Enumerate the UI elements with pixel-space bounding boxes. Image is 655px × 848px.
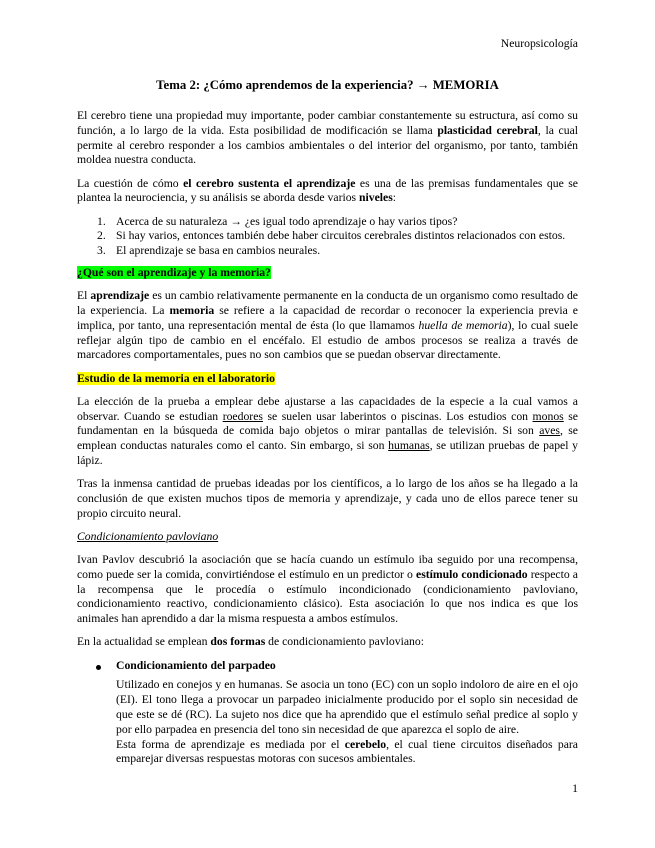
text-run: de condicionamiento pavloviano: (265, 635, 424, 649)
list-item-text: El aprendizaje se basa en cambios neurales. (116, 244, 321, 258)
list-item (77, 215, 578, 230)
subheading-text: Condicionamiento pavloviano (77, 529, 219, 543)
text-run: se refiere a la capacidad de recordar o reconocer la experiencia previa e implica, por tanto, una representación mental de ésta (lo que llamamos (77, 303, 578, 332)
italic-term-huella-de-memoria: huella de memoria (418, 318, 508, 332)
section-heading-laboratory (77, 372, 578, 387)
underlined-term-aves: aves (539, 424, 560, 438)
key-term-estimulo-condicionado: estímulo condicionado (416, 567, 528, 581)
paragraph-conclusion: Tras la inmensa cantidad de pruebas ideadas por los científicos, a lo largo de los años se ha llegado a la conclusión de que existen muchos tipos de memoria y aprendizaje, y cada uno de ellos parece tener su propio circuito neural. (77, 477, 578, 520)
key-term-niveles: niveles (359, 191, 393, 205)
page-body (77, 77, 578, 767)
list-item (77, 659, 578, 768)
text-run: ), lo cual suele reflejar algún tipo de cambio en el encéfalo. El estudio de ambos procesos se realiza a través de marcadores comportamentales, pues no son cambios que se puedan observar directamente. (77, 318, 579, 362)
levels-list (77, 215, 578, 259)
key-term-dos-formas: dos formas (210, 635, 266, 649)
text-run: se fundamentan en la búsqueda de comida bajo objetos o mirar pantallas de televisión. Si son (77, 409, 578, 438)
key-term-cerebro-sustenta-aprendizaje: el cerebro sustenta el aprendizaje (183, 176, 356, 190)
text-run: : (392, 191, 397, 205)
paragraph-levels-intro (77, 177, 578, 207)
list-number: 3. (97, 244, 106, 258)
underlined-term-roedores: roedores (222, 409, 263, 423)
text-run: El (77, 289, 91, 303)
text-run: , se emplean conductas naturales como el canto. Sin embargo, si son (77, 424, 578, 453)
key-term-memoria: memoria (169, 303, 215, 317)
key-term-aprendizaje: aprendizaje (90, 289, 150, 303)
section-heading-definitions (77, 266, 578, 281)
bullet-title: Condicionamiento del parpadeo (116, 658, 276, 672)
text-run: respecto a la recompensa que le procedía o estímulo incondicionado (condicionamiento pavloviano, condicionamiento reactivo, condicionamiento clásico). Esta asociación lo que nos indica es que los animales han aprendido a dar la misma respuesta a ambos estímulos. (77, 567, 578, 626)
list-item-text: Si hay varios, entonces también debe haber circuitos cerebrales distintos relacionados con estos. (116, 229, 566, 243)
paragraph-brain-plasticity (77, 109, 578, 168)
text-run: , la cual permite al cerebro responder a los cambios ambientales o del interior del organismo, por tanto, también moldea nuestra conducta. (77, 123, 579, 167)
paragraph-pavlov-history (77, 553, 578, 627)
list-item-text: Acerca de su naturaleza → ¿es igual todo aprendizaje o hay varios tipos? (116, 214, 458, 228)
bullet-icon (96, 665, 101, 670)
text-run: se suelen usar laberintos o piscinas. Los estudios con (262, 409, 533, 423)
paragraph-pavlov-forms (77, 635, 578, 650)
text-run: En la actualidad se emplean (77, 635, 211, 649)
list-number: 1. (97, 214, 106, 228)
underlined-term-humanas: humanas (388, 439, 430, 453)
key-term-cerebelo: cerebelo (344, 737, 387, 751)
paragraph-definitions (77, 289, 578, 363)
text-run: El cerebro tiene una propiedad muy importante, poder cambiar constantemente su estructura, así como su función, a lo largo de la vida. Esta posibilidad de modificación se llama (77, 109, 578, 137)
text-run: es un cambio relativamente permanente en la conducta de un organismo como resultado de la experiencia. La (77, 289, 578, 317)
highlighted-heading-text: ¿Qué son el aprendizaje y la memoria? (77, 265, 271, 279)
text-run: Ivan Pavlov descubrió la asociación que se hacía cuando un estímulo iba seguido por una recompensa, como puede ser la comida, convirtiéndose el estímulo en un predictor o (77, 553, 578, 581)
underlined-term-monos: monos (532, 409, 564, 423)
list-item (77, 244, 578, 259)
running-header: Neuropsicología (500, 37, 578, 50)
paragraph-blink-mechanism (116, 738, 578, 768)
text-run: La cuestión de cómo (77, 176, 184, 190)
paragraph-blink-description: Utilizado en conejos y en humanas. Se asocia un tono (EC) con un soplo indoloro de aire en el ojo (EI). El tono llega a provocar un parpadeo inicialmente producido por el soplo sin necesidad de que este se dé (RC). La sujeto nos dice que ha aprendido que el estímulo señal predice al soplo y por ello parpadea en presencia del tono sin necesidad de que aparezca el soplo de aire. (116, 678, 578, 736)
text-run: es una de las premisas fundamentales que se plantea la neurociencia, y su análisis se aborda desde varios (77, 176, 578, 205)
list-item (77, 229, 578, 244)
conditioning-forms-list (77, 659, 578, 768)
text-run: Esta forma de aprendizaje es mediada por el (116, 737, 345, 751)
text-run: , se utilizan pruebas de papel y lápiz. (77, 439, 578, 467)
list-number: 2. (97, 229, 106, 243)
key-term-plasticidad-cerebral: plasticidad cerebral (437, 123, 538, 137)
page-title: Tema 2: ¿Cómo aprendemos de la experiencia? → MEMORIA (156, 78, 499, 92)
text-run: La elección de la prueba a emplear debe ajustarse a las capacidades de la especie a la cual vamos a observar. Cuando se estudian (77, 394, 578, 423)
paragraph-species-tests (77, 395, 578, 469)
highlighted-heading-text: Estudio de la memoria en el laboratorio (77, 371, 276, 385)
subsection-heading-pavlovian (77, 530, 578, 545)
page-number: 1 (572, 782, 578, 795)
text-run: , el cual tiene circuitos diseñados para emparejar diversas respuestas motoras con sucesos ambientales. (116, 737, 578, 766)
